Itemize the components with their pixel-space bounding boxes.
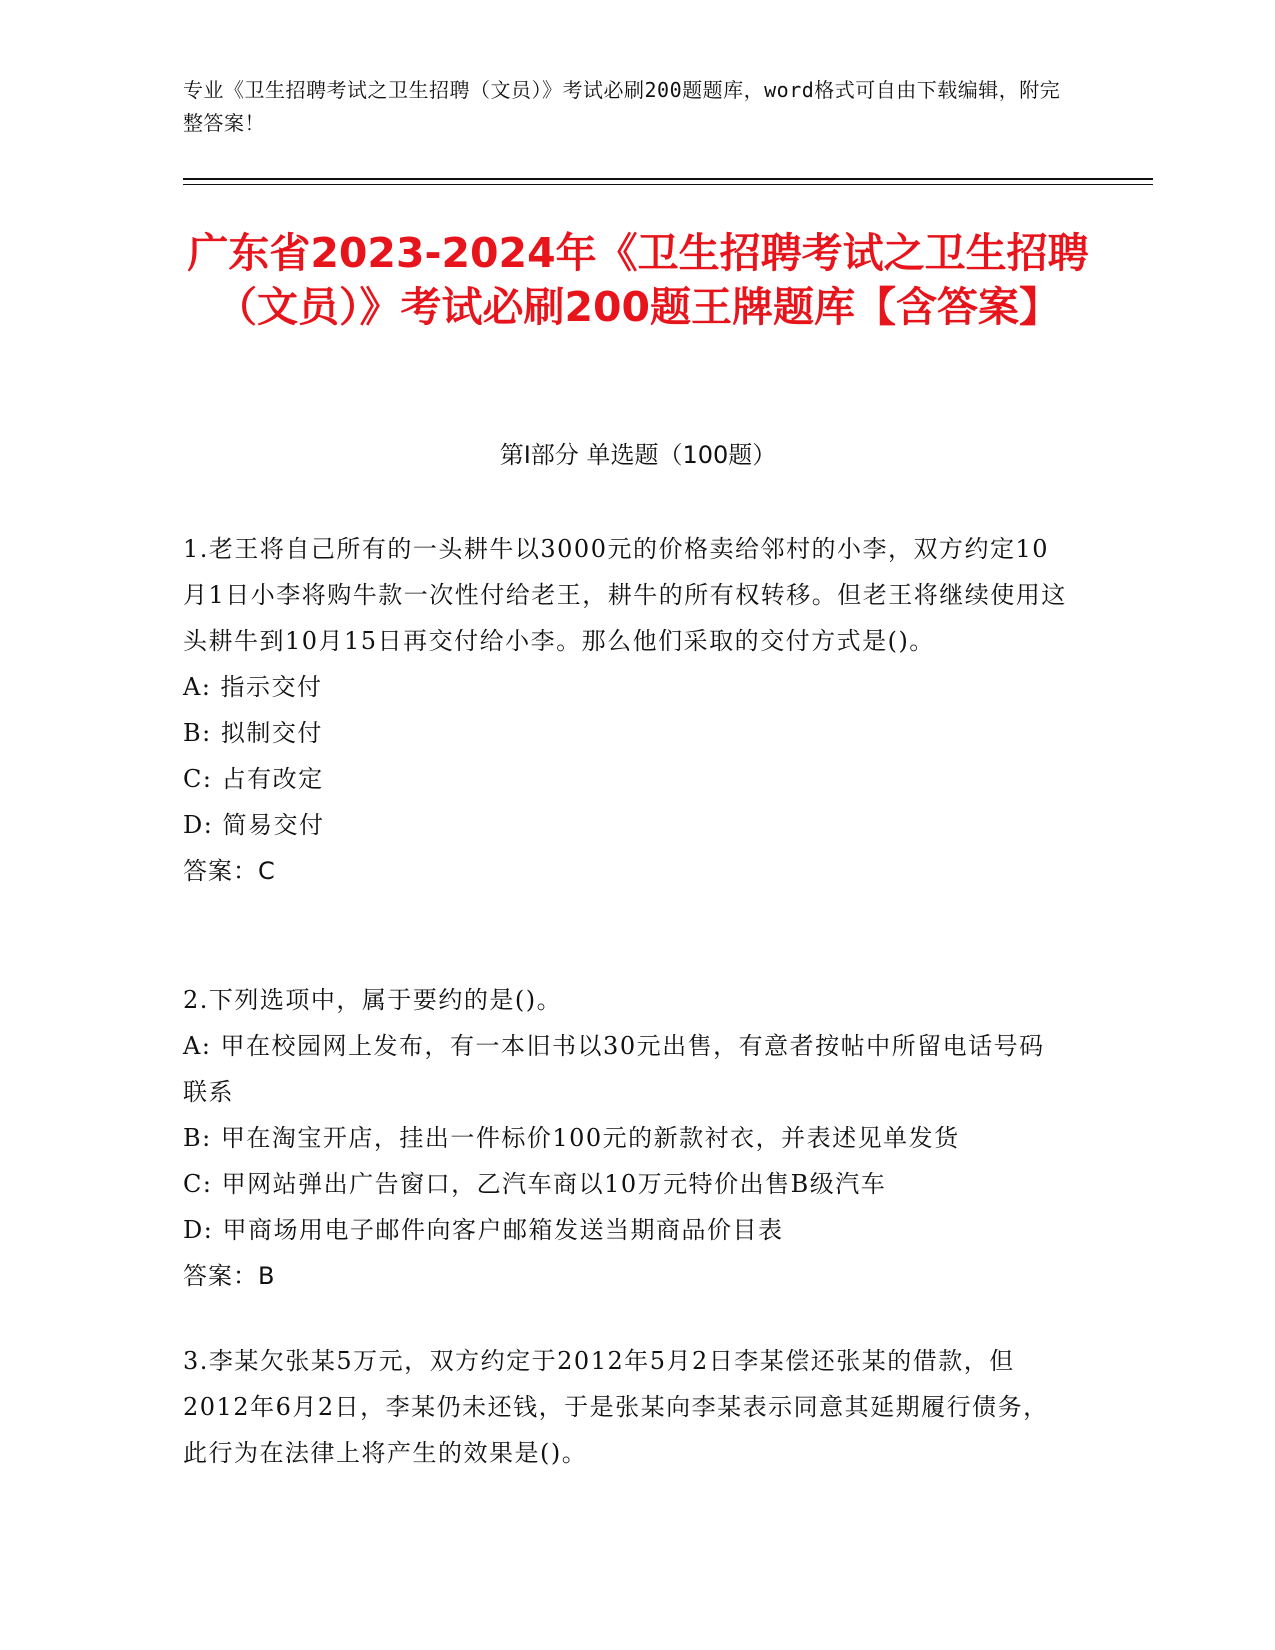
question-text: 2.下列选项中，属于要约的是()。 <box>183 986 563 1014</box>
option-b: B: 甲在淘宝开店，挂出一件标价100元的新款衬衣，并表述见单发货 <box>183 1124 960 1152</box>
header-divider-thick <box>183 178 1153 180</box>
answer: 答案：C <box>183 857 276 885</box>
header-divider-thin <box>183 184 1153 185</box>
question-text: 1.老王将自己所有的一头耕牛以3000元的价格卖给邻村的小李，双方约定10月1日小李将购牛款一次性付给老王，耕牛的所有权转移。但老王将继续使用这头耕牛到10月15日再交付给小李。那么他们采取的交付方式是()。 <box>183 535 1067 655</box>
option-c: C: 占有改定 <box>183 765 324 793</box>
option-a: A: 指示交付 <box>183 673 323 701</box>
section-title: 第I部分 单选题（100题） <box>499 441 777 469</box>
question-text: 3.李某欠张某5万元，双方约定于2012年5月2日李某偿还张某的借款，但2012年6月2日，李某仍未还钱，于是张某向李某表示同意其延期履行债务，此行为在法律上将产生的效果是()。 <box>183 1347 1049 1467</box>
question-1 <box>183 526 1068 894</box>
answer: 答案：B <box>183 1262 276 1290</box>
option-c: C: 甲网站弹出广告窗口，乙汽车商以10万元特价出售B级汽车 <box>183 1170 887 1198</box>
document-title: 广东省2023-2024年《卫生招聘考试之卫生招聘（文员）》考试必刷200题王牌题库【含答案】 <box>187 229 1089 331</box>
question-2 <box>183 977 1068 1299</box>
option-d: D: 简易交付 <box>183 811 325 839</box>
option-b: B: 拟制交付 <box>183 719 323 747</box>
header-note: 专业《卫生招聘考试之卫生招聘（文员）》考试必刷200题题库，word格式可自由下载编辑，附完整答案！ <box>183 78 1061 135</box>
option-a: A: 甲在校园网上发布，有一本旧书以30元出售，有意者按帖中所留电话号码联系 <box>183 1032 1045 1106</box>
question-3 <box>183 1338 1068 1476</box>
option-d: D: 甲商场用电子邮件向客户邮箱发送当期商品价目表 <box>183 1216 784 1244</box>
